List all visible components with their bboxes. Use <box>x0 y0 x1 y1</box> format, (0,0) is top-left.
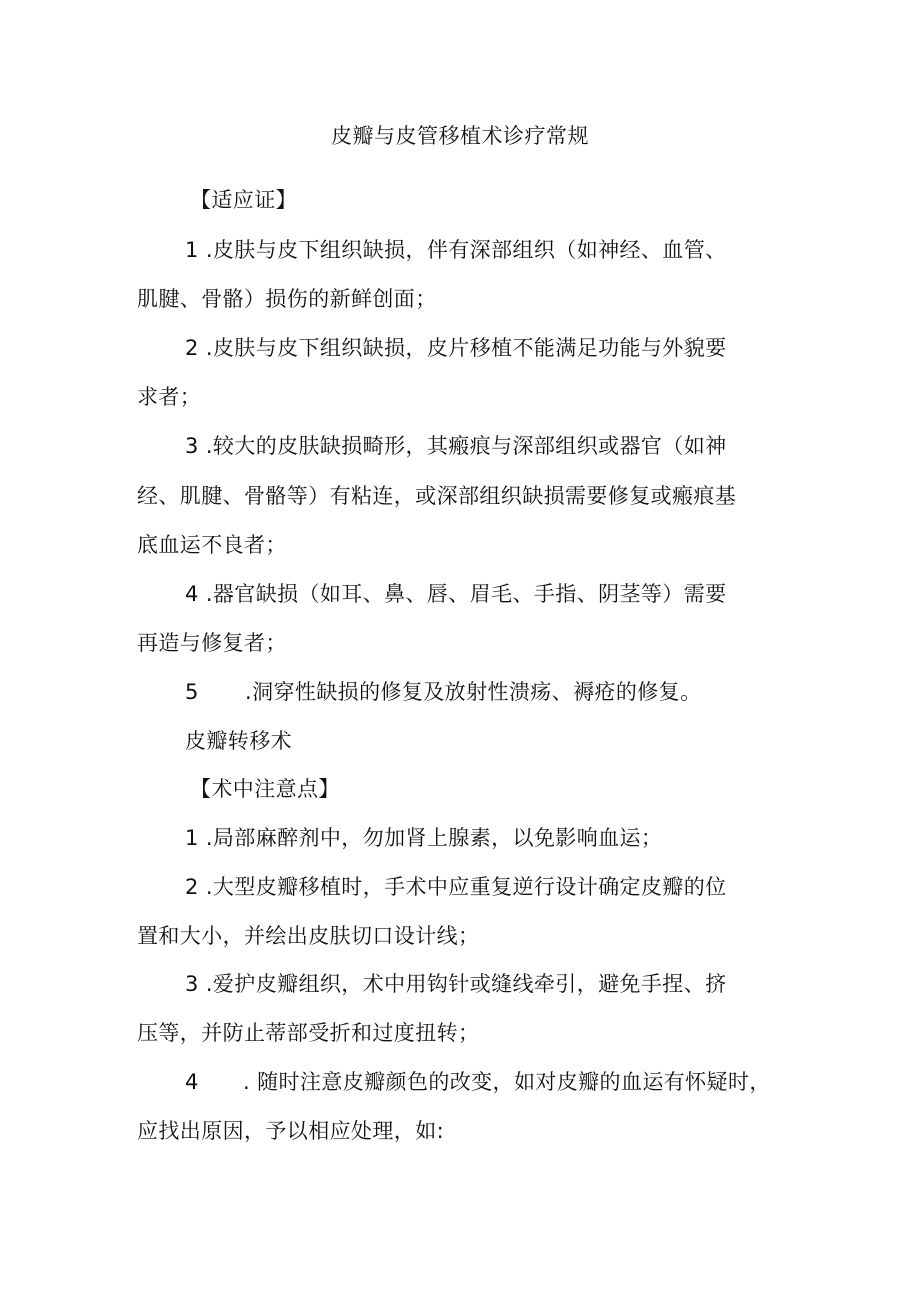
paragraph-line: 2 .大型皮瓣移植时，手术中应重复逆行设计确定皮瓣的位 <box>185 875 727 899</box>
paragraph-line: 1 .皮肤与皮下组织缺损，伴有深部组织（如神经、血管、 <box>185 238 727 262</box>
paragraph-line: 置和大小，并绘出皮肤切口设计线； <box>137 924 480 948</box>
section-heading-intraoperative-notes: 【术中注意点】 <box>190 777 340 801</box>
paragraph-line-number: 5 <box>185 680 199 704</box>
paragraph-line: 3 .较大的皮肤缺损畸形，其瘢痕与深部组织或器官（如神 <box>185 434 727 458</box>
paragraph-line: 肌腱、骨骼）损伤的新鲜创面； <box>137 287 437 311</box>
paragraph-line-number: 4 <box>185 1070 199 1094</box>
section-heading-flap-transfer: 皮瓣转移术 <box>185 729 292 753</box>
paragraph-line: 4 .器官缺损（如耳、鼻、唇、眉毛、手指、阴茎等）需要 <box>185 582 727 606</box>
paragraph-line: 求者； <box>137 385 202 409</box>
paragraph-line: 应找出原因，予以相应处理，如: <box>137 1119 445 1143</box>
paragraph-line: 经、肌腱、骨骼等）有粘连，或深部组织缺损需要修复或瘢痕基 <box>137 484 737 508</box>
paragraph-line: 压等，并防止蒂部受折和过度扭转； <box>137 1021 480 1045</box>
paragraph-line: .洞穿性缺损的修复及放射性溃疡、褥疮的修复。 <box>245 680 702 704</box>
paragraph-line: 再造与修复者； <box>137 631 287 655</box>
paragraph-line: 3 .爱护皮瓣组织，术中用钩针或缝线牵引，避免手捏、挤 <box>185 972 727 996</box>
document-title: 皮瓣与皮管移植术诊疗常规 <box>331 124 589 148</box>
paragraph-line: 2 .皮肤与皮下组织缺损，皮片移植不能满足功能与外貌要 <box>185 336 727 360</box>
section-heading-indications: 【适应证】 <box>190 188 297 212</box>
paragraph-line: 底血运不良者； <box>137 533 287 557</box>
paragraph-line: 1 .局部麻醉剂中，勿加肾上腺素，以免影响血运； <box>185 826 663 850</box>
paragraph-line: . 随时注意皮瓣颜色的改变，如对皮瓣的血运有怀疑时， <box>243 1070 771 1094</box>
